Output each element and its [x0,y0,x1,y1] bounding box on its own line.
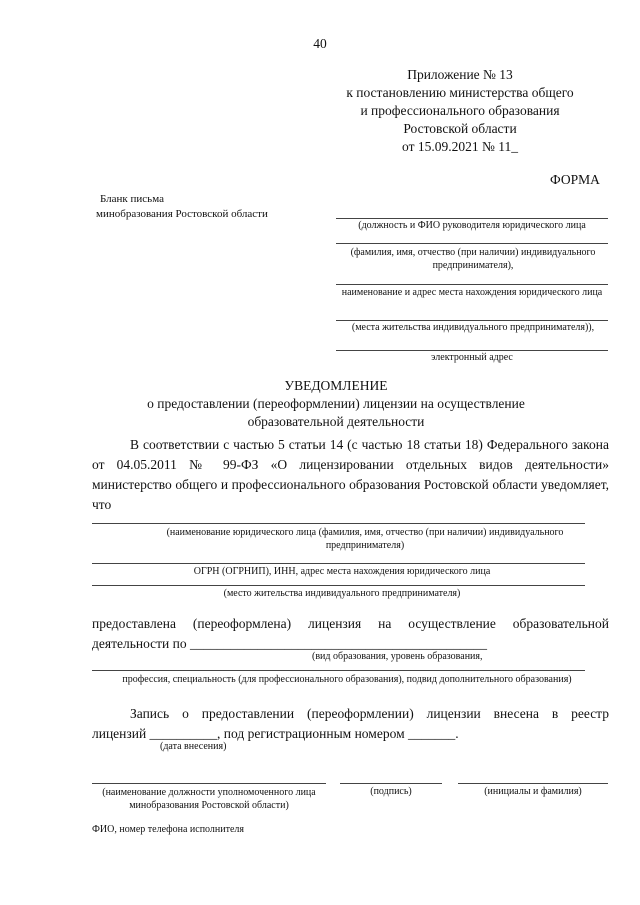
notice-heading: УВЕДОМЛЕНИЕ [284,378,388,393]
intro-paragraph: В соответствии с частью 5 статьи 14 (с частью 18 статьи 18) Федерального закона от 04.05.2011 № 99-ФЗ «О лицензировании отдельных видов деятельности» министерство общего и профессионального образования Ростовской области уведомляет, что [92,437,609,512]
license-caption: профессия, специальность (для профессионального образования), подвид дополнительного образования) [122,674,572,685]
appendix-line: к постановлению министерства общего [346,85,574,100]
position-caption: (наименование должности уполномоченного лица минобразования Ростовской области) [102,787,316,811]
appendix-line: Приложение № 13 [407,67,513,82]
addressee-line [336,243,608,244]
addressee-caption: электронный адрес [431,352,513,363]
letterhead [96,192,268,222]
entity-line [92,585,585,586]
addressee-line [336,350,608,351]
executor-note: ФИО, номер телефона исполнителя [92,824,245,835]
addressee-caption: (фамилия, имя, отчество (при наличии) индивидуального предпринимателя), [350,247,596,271]
registry-caption: (дата внесения) [160,741,227,752]
registry-paragraph [92,704,609,744]
notice-title [96,377,576,431]
addressee-caption: наименование и адрес места нахождения юридического лица [341,287,603,298]
entity-line [92,563,585,564]
addressee-line [336,284,608,285]
license-paragraph [92,614,609,654]
page-number: 40 [313,36,327,51]
license-line-blank [92,670,585,671]
addressee-line [336,320,608,321]
signature-line [340,783,442,784]
signature-caption: (подпись) [370,786,412,797]
license-line: предоставлена (переоформлена) лицензия на осуществление образовательной [92,616,609,631]
registry-line: лицензий __________, под регистрационным номером _______. [92,726,459,741]
addressee-line [336,218,608,219]
form-label: ФОРМА [550,172,600,187]
license-line: деятельности по ____________________________________________ [92,636,488,651]
notice-subtitle: образовательной деятельности [247,414,425,429]
entity-caption: (место жительства индивидуального предпринимателя) [223,588,461,599]
entity-line [92,523,585,524]
addressee-caption: (должность и ФИО руководителя юридического лица [358,220,586,231]
letterhead-line: Бланк письма [100,193,164,205]
name-line [458,783,608,784]
appendix-line: и профессионального образования [360,103,560,118]
letterhead-line: минобразования Ростовской области [96,208,268,220]
name-caption: (инициалы и фамилия) [484,786,582,797]
license-caption: (вид образования, уровень образования, [312,651,483,662]
registry-line: Запись о предоставлении (переоформлении) лицензии внесена в реестр [130,706,609,721]
appendix-line: Ростовской области [403,121,517,136]
position-line [92,783,326,784]
appendix-line: от 15.09.2021 № 11_ [402,139,518,154]
entity-caption: (наименование юридического лица (фамилия, имя, отчество (при наличии) индивидуального предпринимателя) [166,527,564,551]
appendix-block [320,66,600,156]
entity-caption: ОГРН (ОГРНИП), ИНН, адрес места нахождения юридического лица [193,566,491,577]
addressee-caption: (места жительства индивидуального предпринимателя)), [351,322,595,333]
notice-subtitle: о предоставлении (переоформлении) лицензии на осуществление [147,396,525,411]
